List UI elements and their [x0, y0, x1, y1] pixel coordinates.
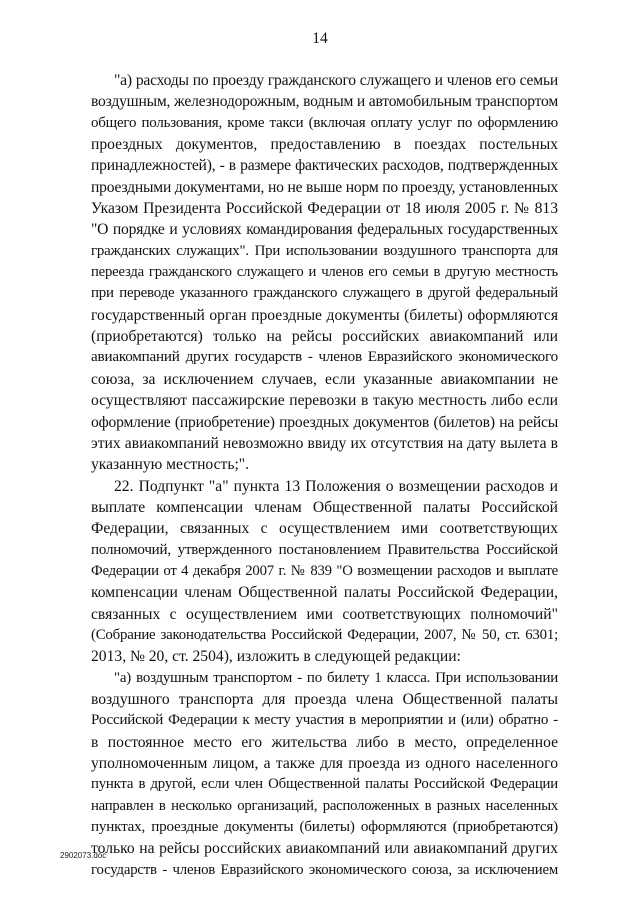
text-line: в постоянное место его жительства либо в место, определенное	[91, 733, 558, 751]
text-line: полномочий, утвержденного постановлением Правительства Российской	[91, 541, 558, 558]
text-line: принадлежностей), - в размере фактических расходов, подтвержденных	[91, 157, 558, 175]
text-line: этих авиакомпаний невозможно ввиду их отсутствия на дату вылета в	[91, 434, 558, 452]
text-line: пунктах, проездные документы (билеты) оформляются (приобретаются)	[91, 819, 558, 836]
document-body	[91, 70, 558, 881]
text-line: (Собрание законодательства Российской Федерации, 2007, № 50, ст. 6301;	[91, 626, 558, 643]
text-line: Федерации, связанных с осуществлением ими соответствующих	[91, 520, 558, 538]
text-line: переезда гражданского служащего и членов его семьи в другую местность	[91, 264, 558, 281]
text-line: общего пользования, кроме такси (включая оплату услуг по оформлению	[91, 114, 558, 131]
text-line: государственный орган проездные документы (билеты) оформляются	[91, 306, 558, 324]
text-line: оформление (приобретение) проездных документов (билетов) на рейсы	[91, 413, 558, 431]
text-line: Указом Президента Российской Федерации от 18 июля 2005 г. № 813	[91, 200, 558, 218]
document-file-code: 2902073.doc	[60, 851, 107, 860]
text-line: авиакомпаний других государств - членов Евразийского экономического	[91, 349, 558, 366]
text-line: "О порядке и условиях командирования федеральных государственных	[91, 221, 558, 239]
text-line: гражданских служащих". При использовании воздушного транспорта для	[91, 242, 558, 259]
text-line: "а) воздушным транспортом - по билету 1 класса. При использовании	[114, 669, 558, 686]
text-line: только на рейсы российских авиакомпаний или авиакомпаний других	[91, 840, 558, 858]
text-line: уполномоченным лицом, а также для проезда из одного населенного	[91, 755, 558, 772]
text-line: Федерации от 4 декабря 2007 г. № 839 "О возмещении расходов и выплате	[91, 562, 558, 579]
text-line: выплате компенсации членам Общественной палаты Российской	[91, 498, 558, 516]
text-line: осуществляют пассажирские перевозки в такую местность либо если	[91, 392, 558, 410]
text-line: Российской Федерации к месту участия в мероприятии и (или) обратно -	[91, 712, 558, 729]
page-number: 14	[312, 30, 328, 47]
text-line: проездными документами, но не выше норм по проезду, установленных	[91, 178, 558, 196]
text-line: указанную местность;".	[91, 456, 250, 474]
text-line: (приобретаются) только на рейсы российских авиакомпаний или	[91, 328, 558, 346]
text-line: "а) расходы по проезду гражданского служащего и членов его семьи	[114, 72, 558, 89]
text-line: связанных с осуществлением ими соответствующих полномочий"	[91, 605, 558, 623]
text-line: пункта в другой, если член Общественной палаты Российской Федерации	[91, 776, 558, 793]
text-line: проездных документов, предоставлению в поездах постельных	[91, 136, 558, 154]
text-line: государств - членов Евразийского экономического союза, за исключением	[91, 861, 558, 878]
text-line: направлен в несколько организаций, расположенных в разных населенных	[91, 797, 558, 814]
text-line: воздушным, железнодорожным, водным и автомобильным транспортом	[91, 93, 558, 111]
text-line: 22. Подпункт "а" пункта 13 Положения о возмещении расходов и	[114, 477, 558, 495]
text-line: союза, за исключением случаев, если указанные авиакомпании не	[91, 370, 558, 388]
text-line: компенсации членам Общественной палаты Российской Федерации,	[91, 584, 558, 602]
text-line: 2013, № 20, ст. 2504), изложить в следующей редакции:	[91, 648, 461, 666]
text-line: воздушного транспорта для проезда члена Общественной палаты	[91, 690, 558, 708]
text-line: при переводе указанного гражданского служащего в другой федеральный	[91, 285, 558, 302]
